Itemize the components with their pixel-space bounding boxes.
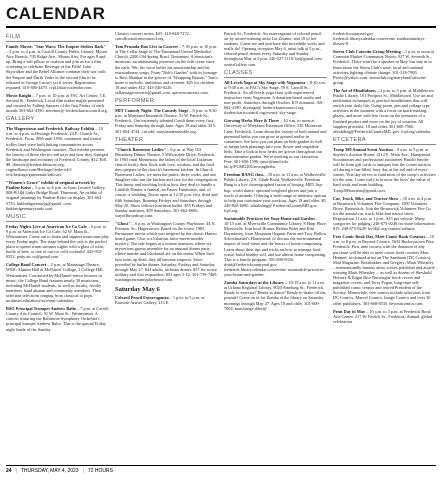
event-name: Zumba Saturdays at the Library: [224, 280, 285, 286]
event-details: – 1 p.m. to 5 p.m. at Eastside Artists' Gallery, 213 E.: [115, 295, 205, 306]
event-listing: [333, 196, 436, 232]
event-details: – 8:30 a.m. to 9:30 a.m. at FAC's Sky Stage, 59 S. Carroll St., Frederick. An all-levels yoga class with experienced instructors from Yogamour. A donation-based studio and non-profit. Saturdays through October. $15 donation. 301-662-4190. skystage@ frederickartscouncil.org. frederickartscouncil.org/events/ sky-stage.: [224, 79, 326, 116]
columns: [6, 31, 436, 463]
event-listing: [6, 93, 109, 113]
event-listing: [224, 280, 327, 311]
event-name: Movie Knight: [6, 92, 32, 98]
column-1: [6, 31, 109, 463]
column-3: [224, 31, 327, 463]
event-details: – 2 p.m. at Mainstage Theatre, WMC Alumni Hall at McDaniel College, 2 College Hill, Westminster. Conducted by McDaniel senior lecturer in music, the College Band features nearly 30 musicians, including McDaniel students, as well as faculty, faculty members, band alumni and community members. Their selection selections ranging from classical to pops. mcdaniel.edu/about-us/event-calendars.: [6, 262, 104, 304]
event-details: – 10 a.m. to 3 p.m. at Frederick Book Arts Center, 217 W. Patrick St., Frederick. Annual, global celebration: [333, 308, 433, 324]
event-name: Sustainable Practices for Your Home and Garden: [224, 216, 315, 221]
event-listing: [224, 172, 327, 213]
event-details: – 1 p.m. to noon at Common Market Community Room, 927 W. Seventh St., Frederick. There won't be a speaker in May, but stay in to learn about the Sierra Club's state, local and national activities fighting climate change. 301-318-7995. Pwecc@yahoo.com. sierraclub.org/maryland/catoctin-group.: [333, 49, 435, 85]
event-details: – 7:30 p.m. to 10 p.m. at The Cellar Stage of The Emmanuel United Methodist Church, 2300 Old Spring Road, Timonium. A musician's musician, an unassuming presence on the folk scene since the early '90s, his voice belies his musicianship and his extraordinary songs. From "Rob's Garden" with its homage to Ravi Shankar to the groove of "Wrapping Beauty," Tom's muse is melodic, ambitious and reverent. $25 for children 18 and under $12. 443-540-0226. cellarstageconcerts@gmail.com. uptownconcerts.com.: [115, 44, 218, 96]
issue-date: THURSDAY, MAY 4, 2023: [20, 468, 79, 474]
event-name: Free Comic Book Day, Meet Comic Book Creators: [333, 234, 426, 240]
event-listing: [115, 147, 218, 218]
event-details: – 10 a.m. to 11 a.m. at Walkersville Public Library, 2 S. Glade Road, Walkersville. Freedom Bang is a live choreographed fusion of boxing, HIIT, hip-hop, world dance, optional weighted gloves and just a touch of attitude. Offering a wide range of intensity options to help you customize your workout. Ages 18 and older. $5. 240-820-6000. afitaliding@ FrederickCountyMD.gov. fcpl.org.: [224, 172, 327, 213]
day-subheading: Saturday May 6: [115, 286, 160, 294]
event-details: Classics concert series. $25. 410-848-7272. carrollcountyartscouncil.org.: [115, 31, 190, 42]
event-name: Colored Pencil Extravaganza: [115, 295, 169, 301]
event-listing: [115, 221, 218, 282]
event-listing: [6, 306, 109, 331]
event-name: Troop 380 Annual Scout Auction: [333, 146, 393, 152]
page-number: 24: [6, 468, 12, 474]
event-details: – 7 p.m. at Carroll County Arts Council, 91 W. Main St., Westminster. A concert featuring the Baltimore Symphony Orchestra's principal trumpet Andrew Balio. This is the special Friday night finale of the Sunday: [6, 306, 109, 332]
event-name: Car, Truck, Bike, and Tractor Show: [333, 195, 399, 201]
page-footer: [6, 465, 436, 474]
column-2: [115, 31, 218, 463]
event-listing: [333, 147, 436, 193]
event-details: – 10 a.m. to 4 p.m. at Heritage Frederick, 24 E. Church St., Frederick. From 1896 until 1956, commuter and tourist trolley lines were built linking communities across Frederick and Washington counties. This exhibit presents the history of these electric railways and how they changed the landscape and economy of Frederick County. $12, $10, $8. director@frederickhistory.org. cogmollomo.com/Heritage/frederick1/ refs/heritage/gitmiemitt/tab/cars.: [6, 126, 108, 178]
event-name: Growing Herbs Here & There: [224, 118, 280, 124]
event-name: "Women's Grace" exhibit of original artwork by Pauline Keise: [6, 180, 96, 191]
event-name: Tom Prasada-Rao Live in Concert: [115, 44, 178, 50]
event-details: – 10 a.m. to 4 p.m. at Brunswick Volunteer Fire Company, 1500 Volunteer Drive, Brunswick. Join the Brunswick Volunteer Fire Co. for the annual car, truck, bike and tractor show. Registration 11 a.m. to 1 p.m., $15 per vehicle. Many categories for judging. 240-675-0249 for more information. $15. 240-675-0249. bvfd@.org/contact/website.: [333, 195, 436, 232]
section-heading: CLASSES: [224, 70, 327, 78]
event-listing: [6, 224, 109, 260]
event-listing: [224, 31, 327, 67]
section-heading: THEATER: [115, 137, 218, 145]
page-title: CALENDAR: [6, 4, 436, 28]
event-name: College Band Concert: [6, 262, 47, 268]
footer-divider: |: [15, 468, 17, 474]
event-name: Friday Nights Live at American Ice Co Cafe: [6, 223, 87, 229]
event-listing: [333, 309, 436, 324]
event-details: – 10:15 a.m. to 11 a.m. at Urbana Regional Library, 9020 Amelung St., Frederick. Ready to exercise? Ready to dance? Ready to shake off the pounds? Come on in for Zumba at the library on Saturday mornings through May 27. Ages 18 and older. 301-600-7004. marchange.ddee@: [224, 280, 326, 311]
event-listing: [6, 44, 109, 90]
event-listing: [115, 108, 218, 133]
event-details: frederickcountymd.gov. frederick.librarycalendar.com/event/ zumbasaturdays-library-8.: [333, 31, 426, 47]
event-details: – 6 p.m. to 9 p.m. at American Ice Co Cafe, 62 W. Main St., Westminster. Come out to listen and support musicians play every Friday night. The stage behind the cafe is the perfect place to spend warm summer nights with a glass of wine, bottle of beer, or one of our ice cold cocktails! 443-952-0552. patty.aic.co@gmail.com: [6, 223, 109, 260]
event-listing: [224, 118, 327, 169]
section-heading: GALLERY: [6, 116, 109, 124]
event-name: BSO Principal Trumpet Andrew Balio: [6, 306, 76, 312]
section-name: 72 HOURS: [87, 468, 113, 474]
section-heading: MUSIC: [6, 214, 109, 222]
event-details: – 2 p.m. to 4 p.m. at Carroll County Public Library, Mount Airy Branch, 705 Ridge Ave., Mount Airy. For ages 8 and up. Bring a soft pillow or cushion and join us for a film screening to celebrate Revenge of the Fifth! Luke Skywalker and the Rebel Alliance continue their war with the Empire and Darth Vader in the second film to be released in George Lucas's sci fi series. Registration required. 410-386-4470. ccpl.librarycalendar.com.: [6, 49, 107, 90]
column-4: [333, 31, 436, 463]
event-listing: [224, 80, 327, 116]
event-name: "Ghost": [115, 220, 131, 226]
event-listing: [333, 88, 436, 134]
event-name: "Church Basement Ladies": [115, 146, 167, 152]
event-name: Print Day in May: [333, 308, 366, 314]
event-details: – 6 p.m. at Washington County Playhouse, 44 N. Potomac St., Hagerstown. Based on the iconic 1985 Paramount movie which was inspired by the classic Hartzo board game, Clue is a hilarious farce-meets-murder mystery. The tale begins at a remote mansion, where six mysterious guests assemble for an unusual dinner party where murder and blackmail are on the menu. When their host turns up dead, they all become suspects. Show preceded by buffet dinner. Saturday, Fridays and Saturday through May 27. $43 adults, includes dinner. $57 for active military and first responders; $53 ages 5-12. 301-739-7469. washingtoncountyplayhouse.com.: [115, 220, 218, 282]
event-details: – 7 p.m. to 10 p.m. at FAC Art Center, 5 E. Second St., Frederick. Local film maker nights presented and curated by Falling Squares of the first Friday of each month. 301-662-4190. artcenter@ frederickartscouncil.org.: [6, 92, 108, 114]
event-details: – 10 a.m. to 8 p.m. at Beyond Comics, 5632 Buckeystown Pike, Frederick. First time comers with the donation of any purchase will be able to meet comic book creators Marc Hempel, acclaimed artist on The Sandman (DC Comics); Mad Magazine, Breathtaker, and Gregory; Mark Wheatley – internationally famous artist, writer, publisher and award-winning Mark Wheatley ... as well as dozens of Sheshuld Holmes & Edgar Rice Burroughs' book covers and magazine covers, and Terry Fogan, long-time self-published comic creator and retired President of the Society. Meanwhile, free comics include selections from DC Comics, Marvel Comics, Image Comics and over 30 other publishers. 301-668-8530. beyondcomics.com.: [333, 234, 436, 306]
event-name: MIT Comedy Night: The Comedy Stage: [115, 108, 189, 114]
event-name: Family Movie: "Star Wars: The Empire Strikes Back": [6, 44, 107, 49]
event-details: – 10 a.m. to noon at University of Maryland Extension Office, 330 Montevue Lane, Frederick. Learn about the variety of both annual and perennial herbs you can grow in ground and/or in containers. See how you can plant an herb garden as well as merge herb plantings into your flower and vegetable beds. Take a look at how herbs are grown throughout our demonstration garden. We're meeting in our classroom. Free. 301-600-1596. emcr@umd.edu. bit.ly/FCMG20Growingherbs.: [224, 118, 327, 170]
event-listing: [333, 234, 436, 305]
event-listing: [333, 31, 436, 46]
event-details: – 8 p.m. to 9:30 p.m. at Maryland Ensemble Theatre, 31 W. Patrick St., Frederick. Our extremely talented Condi them every first Friday and Saturday through June. Ages 18 and older. $15. 301-694-4744. i.ul.edd. marylandensemble.org.: [115, 108, 217, 134]
section-heading: ETCETERA: [333, 137, 436, 145]
event-name: The Art of Mindfulness: [333, 87, 376, 93]
event-listing: [333, 49, 436, 85]
event-listing: [6, 126, 109, 177]
event-details: Patrick St., Frederick. An extravaganza of colored pencil art by award-winning artist Lia Zeamer, and 10 of her students. Come see and purchase this incredible work, and really do! Opening reception May 6, artist talk at 5 p.m., colored pencil demos every Saturday and Sunday throughout May at 2 p.m. 240-527-1118. lia@gmail.com. ozartsGallery.com.: [224, 31, 325, 67]
event-details: – 5 p.m. to 6 p.m. at Lynn Levaire Gallery, 808-B Old Links Bridge Road, Thurmont. An exhibit of original paintings by Pauline Keise on display. 301-662-5733. linkbridgerenaryg@gmail. com. linkbridgerenaryyards.com: [6, 185, 106, 211]
event-name: The Hagerstown and Frederick Railway Exhibit: [6, 126, 95, 132]
event-listing: [6, 180, 109, 211]
section-heading: PERFORMER: [115, 98, 218, 106]
event-listing: [224, 216, 327, 277]
event-name: All-Levels Yoga at Sky Stage with Yogamour: [224, 79, 306, 85]
footer-divider: |: [82, 468, 84, 474]
event-details: – 9 a.m. to 5 p.m. at Snyder's Auction House, 4112 E. Main Ave., Hampstead. Scoutmaster and professional auctioneer Harold Snyder will be from gift cards to antiques that the scouts auction off during a fun-filled, busy day at the tail end of every winter. This day serves to fund most of the troop's activities for the year. Come early to browse the boys' the value of hard work and team building. Troop380auction@gmail.com.: [333, 146, 436, 193]
section-heading: FILM: [6, 34, 109, 42]
event-details: – 2 p.m. to 3 p.m. at Middletown Public Library, 101 Prospect St., Middletown. Use art and meditation techniques to practice mindfulness that will enrich your daily life. Using poem, pen and collage type activities in the moment with a focus on mark-making, glazes, and more with less focus on the pressures of a finished product and more on the joy of creation. All supplies provided. 18 and older. 301-600-7560. afitaliding@FrederickCountyMD. gov. fcpl.org/calendar.: [333, 87, 434, 134]
event-details: – 6 p.m. at Way Off Broadway Dinner Theatre, 5 Willowdale Drive, Frederick. In 1965 rural Minnesota, the ladies of the local Lutheran church fortify their flock with love, wisdom, and the food they prepare in the church's basement kitchen. In Church Basement Ladies, we meet the pastor, three cooks, and one daughter who run the kitchen and care for the congregation. This funny and touching look at how they deal to handle a Lutefisk Dinner, a funeral, an Easter Fundraiser, and, of course, a wedding. Doors open at 12:30 p.m. first, third and fifth Saturdays. Running Fridays and Saturdays through May 20. Show follows luncheon buffet. $55 Fridays and Sunday matinees, $59 Saturdays. 301-662-6600. wayoffbroadway.com.: [115, 146, 218, 218]
event-listing: [115, 44, 218, 95]
event-details: – 10:15 a.m. at Myersville Community Library, 8 Harp Place, Myersville. Join local Homes Helena Bolet and Kim Dorminsey, from Mountain Organic Farm and Troy Hollow Schoolmaster's Homestead, to discuss the environmental impact of food waste and the basics of home composting. Learn about their tips and tricks on how to manage food waste, build healthy soil, and use almost home composting. This is a family program. 301-600-8350. rburt@frederickcountymd.gov. frederick.librarycalendar.com/event/ sustainable-practices-your-home-and-garden.: [224, 216, 327, 278]
event-name: Freedom BANG class: [224, 172, 264, 178]
event-listing: [115, 295, 218, 305]
event-listing: [115, 31, 218, 41]
event-name: Sierra Club Catoctin Group Meeting: [333, 49, 401, 55]
event-listing: [6, 262, 109, 303]
